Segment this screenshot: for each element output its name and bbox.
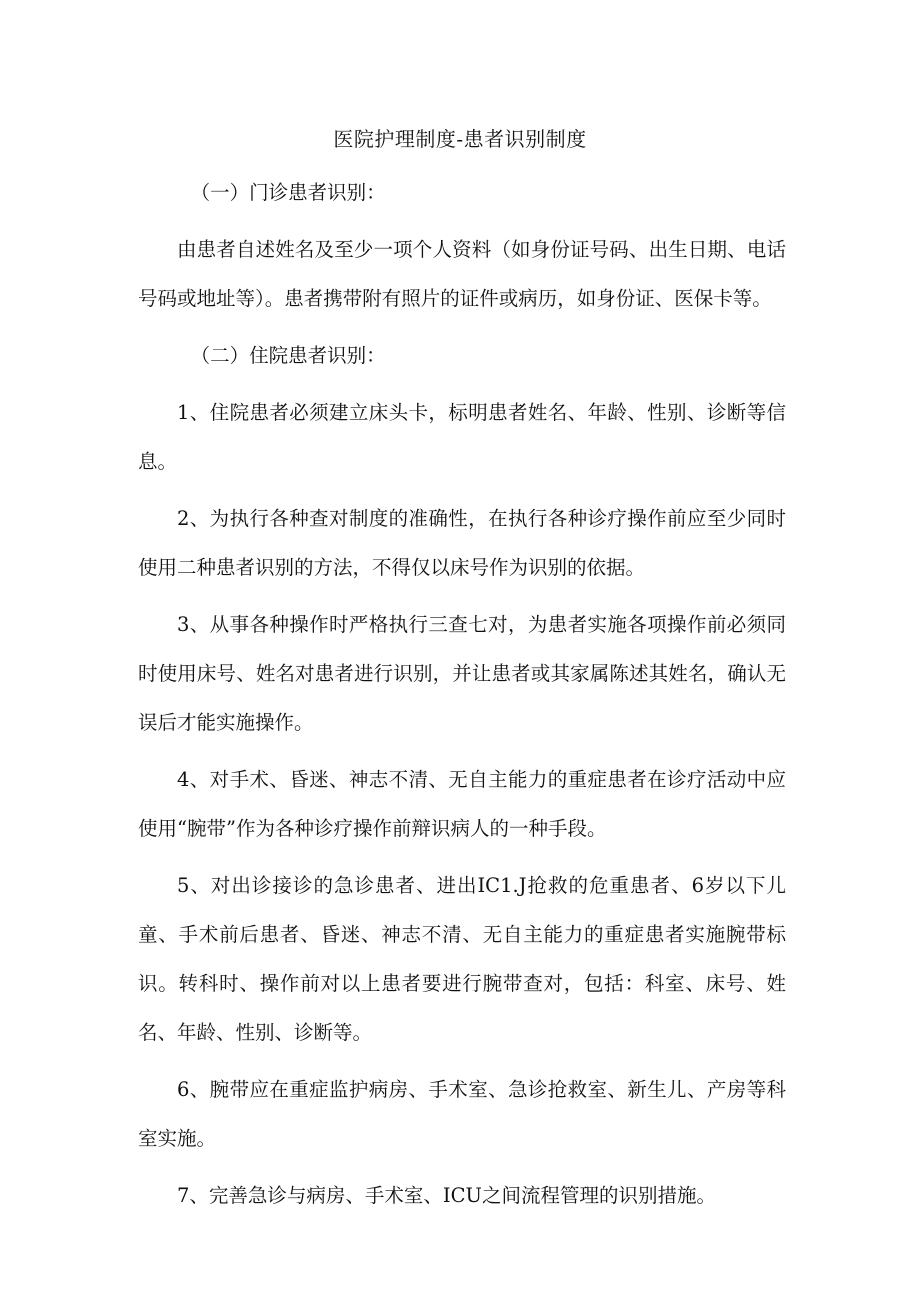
paragraph-item-3: 3、从事各种操作时严格执行三查七对，为患者实施各项操作前必须同时使用床号、姓名对患者进行识别，并让患者或其家属陈述其姓名，确认无误后才能实施操作。 xyxy=(138,613,786,734)
paragraph-item-2: 2、为执行各种查对制度的准确性，在执行各种诊疗操作前应至少同时使用二种患者识别的方法，不得仅以床号作为识别的依据。 xyxy=(138,507,786,579)
section-heading-inpatient: （二）住院患者识别： xyxy=(190,344,386,367)
paragraph-item-1: 1、住院患者必须建立床头卡，标明患者姓名、年龄、性别、诊断等信息。 xyxy=(138,401,786,473)
paragraph-item-5: 5、对出诊接诊的急诊患者、进出IC1.J抢救的危重患者、6岁以下儿童、手术前后患者、昏迷、神志不清、无自主能力的重症患者实施腕带标识。转科时、操作前对以上患者要进行腕带查对，包括：科室、床号、姓名、年龄、性别、诊断等。 xyxy=(138,874,786,1044)
paragraph-item-4: 4、对手术、昏迷、神志不清、无自主能力的重症患者在诊疗活动中应使用“腕带”作为各种诊疗操作前辩识病人的一种手段。 xyxy=(138,768,786,840)
paragraph-outpatient: 由患者自述姓名及至少一项个人资料（如身份证号码、出生日期、电话号码或地址等）。患者携带附有照片的证件或病历，如身份证、医保卡等。 xyxy=(138,238,786,310)
paragraph-item-6: 6、腕带应在重症监护病房、手术室、急诊抢救室、新生儿、产房等科室实施。 xyxy=(138,1078,786,1150)
section-heading-outpatient: （一）门诊患者识别： xyxy=(190,181,386,204)
document-body xyxy=(138,168,786,1220)
paragraph-item-7: 7、完善急诊与病房、手术室、ICU之间流程管理的识别措施。 xyxy=(177,1184,716,1207)
document-title: 医院护理制度-患者识别制度 xyxy=(333,127,587,151)
